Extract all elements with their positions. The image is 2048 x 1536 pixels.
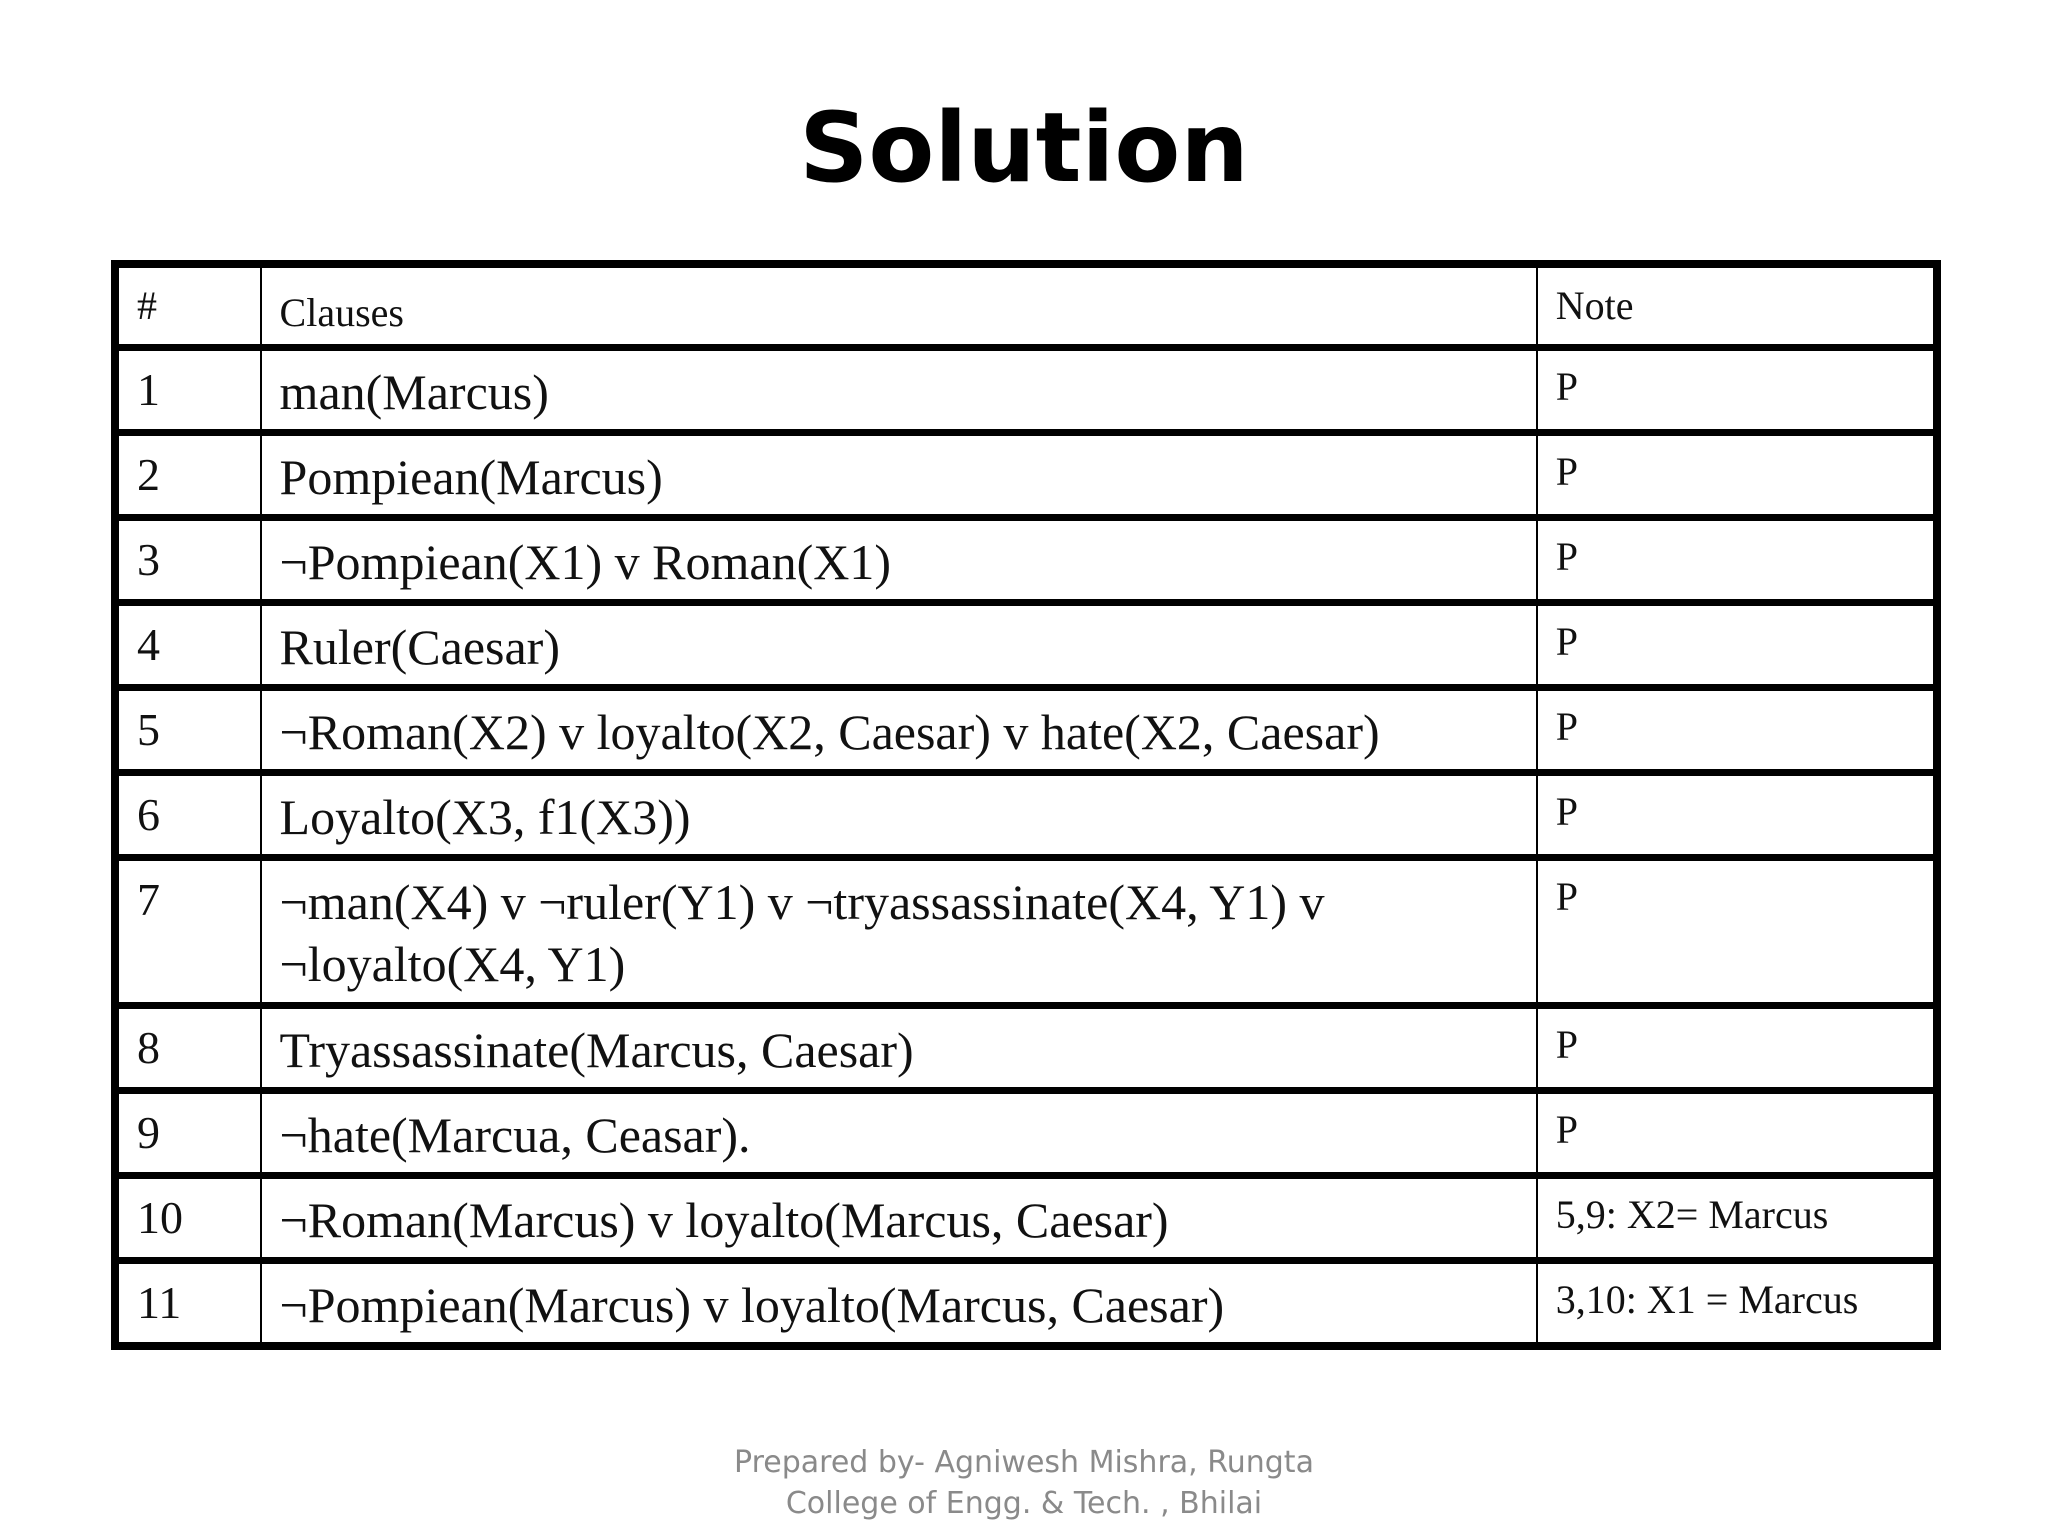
row-number: 3 bbox=[115, 518, 261, 603]
row-note: P bbox=[1537, 433, 1937, 518]
footer-line-1: Prepared by- Agniwesh Mishra, Rungta bbox=[734, 1445, 1314, 1480]
table-header-row bbox=[115, 264, 1937, 348]
row-clause: ¬Pompiean(Marcus) v loyalto(Marcus, Caesar) bbox=[261, 1261, 1537, 1346]
slide-title: Solution bbox=[799, 92, 1249, 204]
header-num: # bbox=[115, 264, 261, 348]
row-note: P bbox=[1537, 518, 1937, 603]
row-number: 2 bbox=[115, 433, 261, 518]
header-note: Note bbox=[1537, 264, 1937, 348]
table-row bbox=[115, 518, 1937, 603]
table-row bbox=[115, 1091, 1937, 1176]
row-clause: Pompiean(Marcus) bbox=[261, 433, 1537, 518]
row-number: 5 bbox=[115, 688, 261, 773]
row-clause: man(Marcus) bbox=[261, 348, 1537, 433]
row-number: 6 bbox=[115, 773, 261, 858]
row-number: 4 bbox=[115, 603, 261, 688]
row-note: P bbox=[1537, 688, 1937, 773]
header-clauses: Clauses bbox=[261, 264, 1537, 348]
row-note: P bbox=[1537, 1006, 1937, 1091]
row-note: P bbox=[1537, 603, 1937, 688]
row-clause: ¬hate(Marcua, Ceasar). bbox=[261, 1091, 1537, 1176]
row-clause: Ruler(Caesar) bbox=[261, 603, 1537, 688]
row-clause: ¬Roman(X2) v loyalto(X2, Caesar) v hate(X2, Caesar) bbox=[261, 688, 1537, 773]
row-note: P bbox=[1537, 1091, 1937, 1176]
footer-credit bbox=[0, 1442, 2048, 1524]
row-number: 8 bbox=[115, 1006, 261, 1091]
row-note: 3,10: X1 = Marcus bbox=[1537, 1261, 1937, 1346]
row-number: 7 bbox=[115, 858, 261, 1006]
row-number: 11 bbox=[115, 1261, 261, 1346]
table-row bbox=[115, 773, 1937, 858]
table-row bbox=[115, 348, 1937, 433]
row-clause: ¬Pompiean(X1) v Roman(X1) bbox=[261, 518, 1537, 603]
clauses-table bbox=[111, 260, 1941, 1350]
table-row bbox=[115, 1176, 1937, 1261]
row-clause: Tryassassinate(Marcus, Caesar) bbox=[261, 1006, 1537, 1091]
footer-line-2: College of Engg. & Tech. , Bhilai bbox=[785, 1486, 1263, 1521]
row-clause: ¬man(X4) v ¬ruler(Y1) v ¬tryassassinate(X4, Y1) v ¬loyalto(X4, Y1) bbox=[261, 858, 1537, 1006]
row-number: 10 bbox=[115, 1176, 261, 1261]
row-note: P bbox=[1537, 773, 1937, 858]
table-row bbox=[115, 688, 1937, 773]
table-row bbox=[115, 1261, 1937, 1346]
row-note: P bbox=[1537, 348, 1937, 433]
row-note: P bbox=[1537, 858, 1937, 1006]
row-clause: ¬Roman(Marcus) v loyalto(Marcus, Caesar) bbox=[261, 1176, 1537, 1261]
table-row bbox=[115, 1006, 1937, 1091]
table-row bbox=[115, 858, 1937, 1006]
table-row bbox=[115, 433, 1937, 518]
row-clause: Loyalto(X3, f1(X3)) bbox=[261, 773, 1537, 858]
row-note: 5,9: X2= Marcus bbox=[1537, 1176, 1937, 1261]
row-number: 9 bbox=[115, 1091, 261, 1176]
table-row bbox=[115, 603, 1937, 688]
row-number: 1 bbox=[115, 348, 261, 433]
